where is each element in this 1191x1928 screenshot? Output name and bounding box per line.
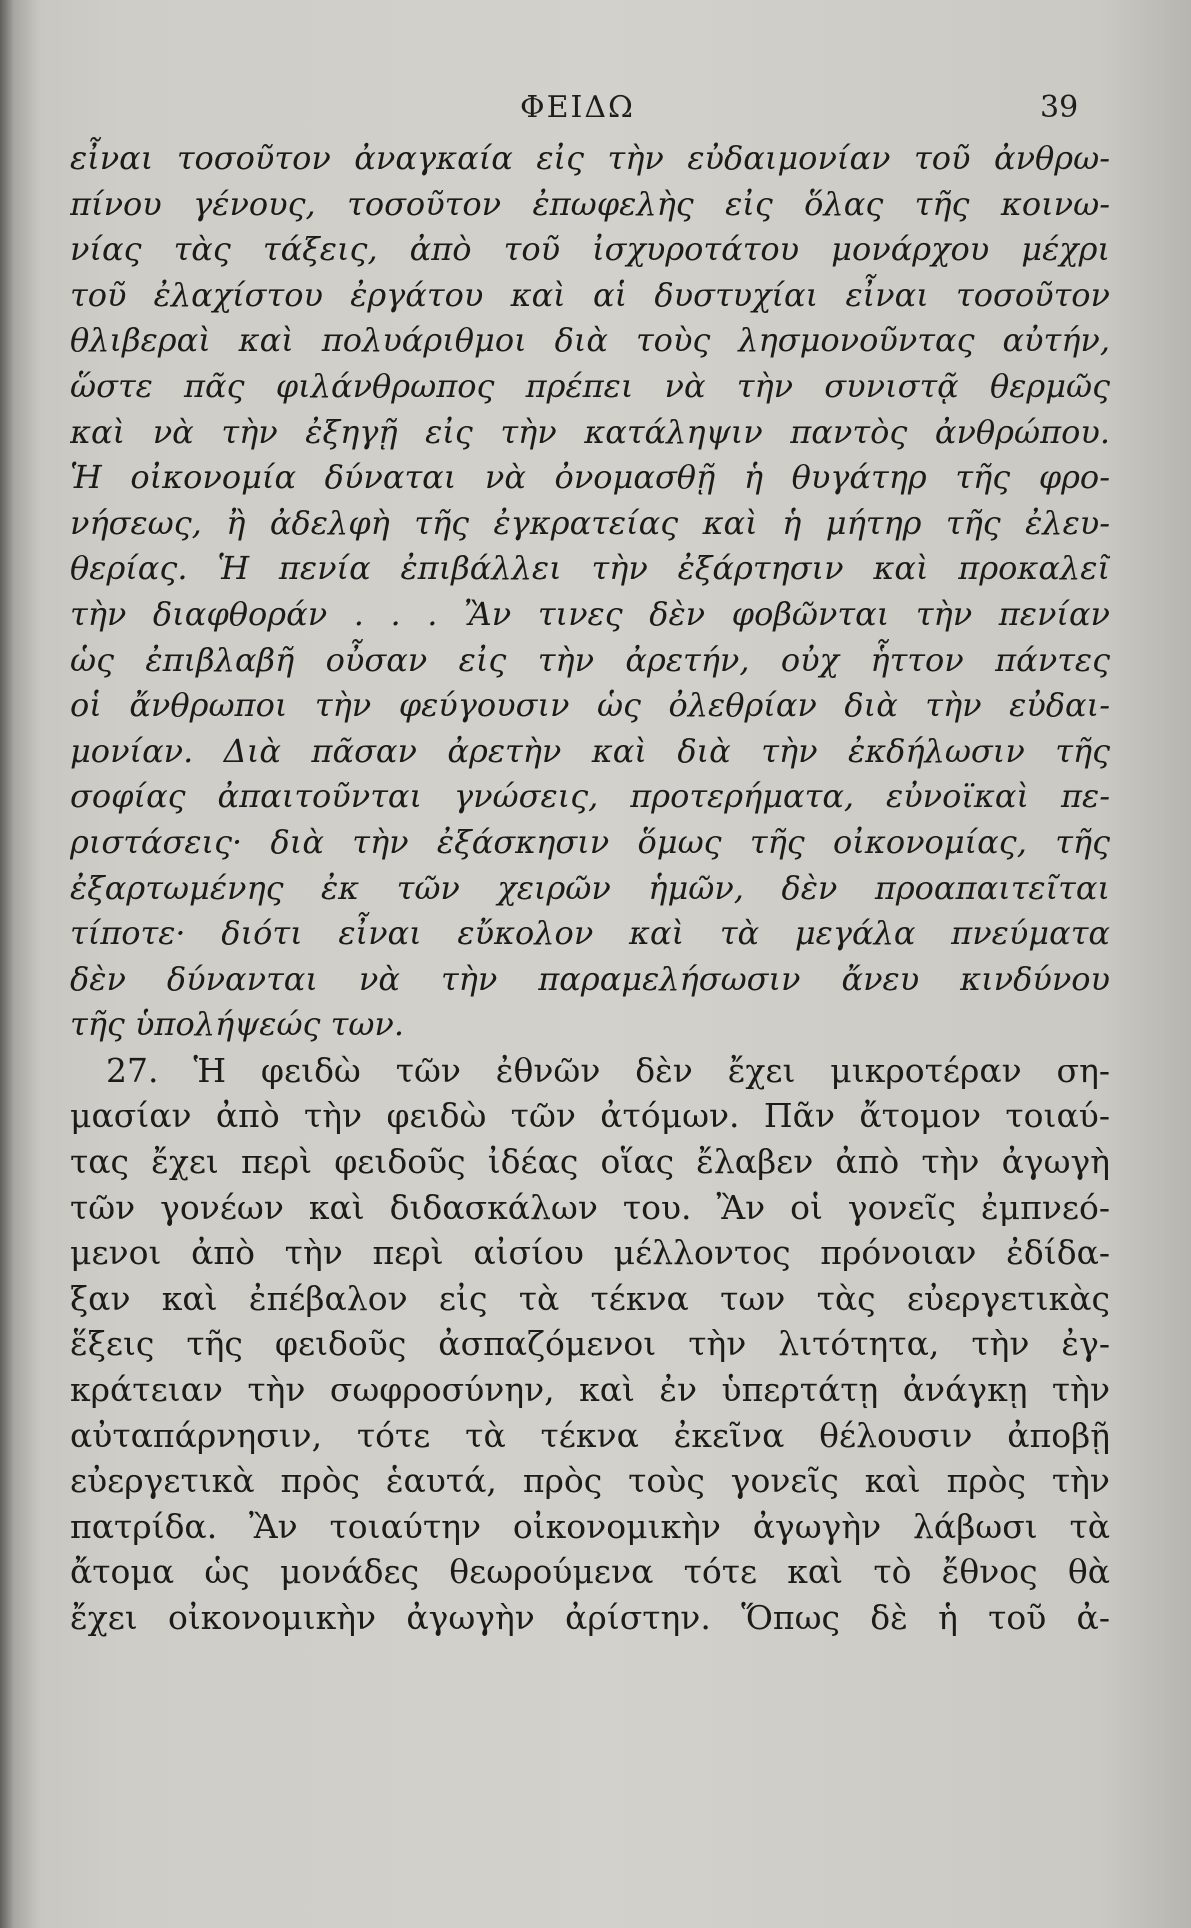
text-line: τας ἔχει περὶ φειδοῦς ἰδέας οἵας ἔλαβεν ἀπὸ τὴν ἀγωγὴ [70,1142,1110,1182]
text-line: νίας τὰς τάξεις, ἀπὸ τοῦ ἰσχυροτάτου μονάρχου μέχρι [70,230,1110,269]
text-line: σοφίας ἀπαιτοῦνται γνώσεις, προτερήματα, εὐνοϊκαὶ πε- [70,777,1110,816]
text-line: μασίαν ἀπὸ τὴν φειδὼ τῶν ἀτόμων. Πᾶν ἄτομον τοιαύ- [70,1096,1110,1136]
text-line: ριστάσεις· διὰ τὴν ἐξάσκησιν ὅμως τῆς οἰκονομίας, τῆς [70,822,1110,861]
text-line: νήσεως, ἢ ἀδελφὴ τῆς ἐγκρατείας καὶ ἡ μήτηρ τῆς ἐλευ- [70,503,1110,542]
text-line: ξαν καὶ ἐπέβαλον εἰς τὰ τέκνα των τὰς εὐεργετικὰς [70,1278,1110,1318]
text-line: καὶ νὰ τὴν ἐξηγῇ εἰς τὴν κατάληψιν παντὸς ἀνθρώπου. [70,412,1110,451]
text-line: ἐξαρτωμένης ἐκ τῶν χειρῶν ἡμῶν, δὲν προαπαιτεῖται [70,868,1110,907]
text-line: τίποτε· διότι εἶναι εὔκολον καὶ τὰ μεγάλα πνεύματα [70,914,1110,953]
text-line: ἔχει οἰκονομικὴν ἀγωγὴν ἀρίστην. Ὅπως δὲ ἡ τοῦ ἀ- [70,1598,1110,1637]
text-line: θλιβεραὶ καὶ πολυάριθμοι διὰ τοὺς λησμονοῦντας αὐτήν, [70,321,1110,360]
text-line: πατρίδα. Ἂν τοιαύτην οἰκονομικὴν ἀγωγὴν λάβωσι τὰ [70,1506,1110,1546]
running-title: ΦΕΙΔΩ [520,90,635,125]
text-line: εἶναι τοσοῦτον ἀναγκαία εἰς τὴν εὐδαιμονίαν τοῦ ἀνθρω- [70,139,1110,177]
page-number: 39 [1040,90,1079,125]
text-line: ἄτομα ὡς μονάδες θεωρούμενα τότε καὶ τὸ ἔθνος θὰ [70,1552,1110,1592]
section-27-start-line: 27. Ἡ φειδὼ τῶν ἐθνῶν δὲν ἔχει μικροτέραν ση- [106,1050,1110,1090]
text-line: τὴν διαφθοράν . . . Ἂν τινες δὲν φοβῶνται τὴν πενίαν [70,594,1110,633]
text-line: πίνου γένους, τοσοῦτον ἐπωφελὴς εἰς ὅλας τῆς κοινω- [70,184,1110,223]
text-line: τῆς ὑπολήψεώς των. [70,1005,405,1044]
text-line: οἱ ἄνθρωποι τὴν φεύγουσιν ὡς ὀλεθρίαν διὰ τὴν εὐδαι- [70,686,1110,725]
text-line: τῶν γονέων καὶ διδασκάλων του. Ἂν οἱ γονεῖς ἐμπνεό- [70,1187,1110,1227]
text-line: αὐταπάρνησιν, τότε τὰ τέκνα ἐκεῖνα θέλουσιν ἀποβῇ [70,1415,1110,1455]
running-header [30,90,1130,130]
text-line: δὲν δύνανται νὰ τὴν παραμελήσωσιν ἄνευ κινδύνου [70,959,1110,998]
text-line: ἕξεις τῆς φειδοῦς ἀσπαζόμενοι τὴν λιτότητα, τὴν ἐγ- [70,1324,1110,1364]
text-line: μενοι ἀπὸ τὴν περὶ αἰσίου μέλλοντος πρόνοιαν ἐδίδα- [70,1233,1110,1273]
text-line: εὐεργετικὰ πρὸς ἑαυτά, πρὸς τοὺς γονεῖς καὶ πρὸς τὴν [70,1461,1110,1501]
text-line: τοῦ ἐλαχίστου ἐργάτου καὶ αἱ δυστυχίαι εἶναι τοσοῦτον [70,275,1110,314]
text-line: θερίας. Ἡ πενία ἐπιβάλλει τὴν ἐξάρτησιν καὶ προκαλεῖ [70,549,1110,588]
text-line: Ἡ οἰκονομία δύναται νὰ ὀνομασθῇ ἡ θυγάτηρ τῆς φρο- [70,458,1110,497]
text-line: κράτειαν τὴν σωφροσύνην, καὶ ἐν ὑπερτάτῃ ἀνάγκῃ τὴν [70,1370,1110,1410]
text-line: ὥστε πᾶς φιλάνθρωπος πρέπει νὰ τὴν συνιστᾷ θερμῶς [70,366,1110,405]
book-page [30,0,1191,1928]
text-line: ὡς ἐπιβλαβῆ οὖσαν εἰς τὴν ἀρετήν, οὐχ ἧττον πάντες [70,640,1110,679]
text-line: μονίαν. Διὰ πᾶσαν ἀρετὴν καὶ διὰ τὴν ἐκδήλωσιν τῆς [70,731,1110,770]
text-body [70,136,1110,1641]
